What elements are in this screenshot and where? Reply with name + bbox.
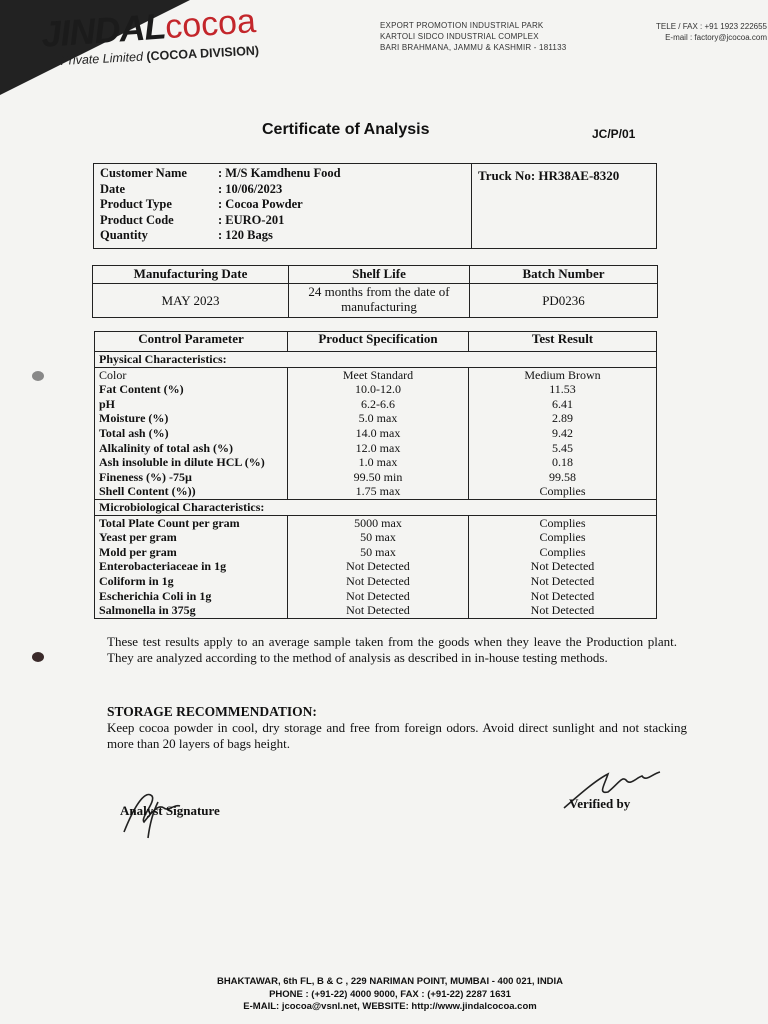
storage-text: Keep cocoa powder in cool, dry storage and free from foreign odors. Avoid direct sunlight and not stacking more than 20 layers of bags height. [107, 720, 687, 751]
param-column [95, 515, 288, 618]
param-name: Enterobacteriaceae in 1g [99, 559, 227, 574]
spec-value: 50 max [360, 530, 396, 545]
control-parameters-table [94, 331, 657, 619]
punch-hole [32, 652, 44, 662]
mfg-header: Batch Number [470, 266, 658, 284]
ctrl-header: Control Parameter [95, 332, 288, 352]
spec-value: 6.2-6.6 [361, 396, 395, 411]
customer-row: Quantity : 120 Bags [100, 228, 273, 242]
result-value: 6.41 [552, 396, 573, 411]
mfg-header: Shelf Life [289, 266, 470, 284]
param-name: Ash insoluble in dilute HCL (%) [99, 455, 265, 470]
micro-rows [95, 515, 657, 618]
footer-address [170, 976, 610, 1014]
customer-row: Product Type : Cocoa Powder [100, 197, 303, 211]
param-name: Escherichia Coli in 1g [99, 588, 212, 603]
result-value: 99.58 [549, 469, 576, 484]
ctrl-header: Test Result [469, 332, 657, 352]
result-column [469, 367, 657, 499]
result-value: Complies [539, 530, 586, 545]
result-value: Not Detected [530, 588, 595, 603]
result-value: Complies [539, 515, 586, 530]
param-name: Salmonella in 375g [99, 603, 196, 618]
spec-value: Not Detected [346, 588, 410, 603]
param-name: Total Plate Count per gram [99, 515, 240, 530]
factory-email: E-mail : factory@jcocoa.com [665, 33, 767, 42]
footer-line: PHONE : (+91-22) 4000 9000, FAX : (+91-22) 2287 1631 [269, 988, 511, 1000]
param-name: Moisture (%) [99, 411, 169, 426]
logo-brand: JINDAL [40, 5, 167, 55]
applicability-note: These test results apply to an average sample taken from the goods when they leave the Production plant. They are analyzed according to the method of analysis as described in in-house testing methods. [107, 634, 677, 665]
customer-row: Customer Name : M/S Kamdhenu Food [100, 166, 341, 180]
spec-value: 1.75 max [355, 484, 401, 499]
factory-contact [637, 21, 767, 43]
result-value: Not Detected [530, 573, 595, 588]
result-value: Not Detected [530, 603, 595, 618]
spec-value: 5000 max [354, 515, 402, 530]
param-column [95, 367, 288, 499]
spec-value: 5.0 max [358, 411, 398, 426]
section-title-micro: Microbiological Characteristics: [95, 499, 657, 515]
footer-line: BHAKTAWAR, 6th FL, B & C , 229 NARIMAN POINT, MUMBAI - 400 021, INDIA [216, 976, 564, 987]
spec-value: 50 max [360, 544, 396, 559]
customer-details-cell [94, 164, 472, 249]
param-name: Yeast per gram [99, 530, 177, 545]
document-code: JC/P/01 [592, 127, 636, 141]
param-name: Alkalinity of total ash (%) [99, 440, 234, 455]
result-value: 9.42 [552, 425, 573, 440]
result-value: Complies [539, 484, 586, 499]
param-name: Fineness (%) -75µ [99, 469, 192, 484]
result-value: Complies [539, 544, 586, 559]
mfg-header: Manufacturing Date [93, 266, 289, 284]
footer-line: E-MAIL: jcocoa@vsnl.net, WEBSITE: http://www.jindalcocoa.com [243, 1001, 537, 1012]
manufacturing-date: MAY 2023 [93, 284, 289, 318]
result-value: Medium Brown [524, 367, 601, 382]
spec-column [288, 515, 469, 618]
company-type: Private Limited [60, 49, 144, 68]
result-value: 11.53 [549, 382, 576, 397]
spec-value: 10.0-12.0 [355, 382, 401, 397]
factory-address [380, 20, 566, 53]
verified-by-label: Verified by [569, 796, 631, 811]
manufacturing-table [92, 265, 658, 318]
result-column [469, 515, 657, 618]
result-value: 2.89 [552, 411, 573, 426]
param-name: pH [99, 396, 116, 411]
spec-value: 14.0 max [355, 425, 401, 440]
spec-value: 1.0 max [358, 455, 398, 470]
spec-value: Not Detected [346, 559, 410, 574]
physical-rows [95, 367, 657, 499]
param-name: Color [99, 367, 127, 382]
analyst-signature-label: Analyst Signature [120, 803, 220, 818]
result-value: 5.45 [552, 440, 573, 455]
tele-fax: TELE / FAX : +91 1923 222655 [656, 22, 767, 31]
param-name: Mold per gram [99, 544, 177, 559]
result-value: Not Detected [530, 559, 595, 574]
param-name: Fat Content (%) [99, 382, 184, 397]
customer-info-table [93, 163, 657, 249]
param-name: Total ash (%) [99, 425, 169, 440]
spec-value: Not Detected [346, 573, 410, 588]
customer-row: Product Code : EURO-201 [100, 212, 285, 227]
punch-hole [32, 371, 44, 381]
storage-heading: STORAGE RECOMMENDATION: [107, 704, 317, 719]
spec-column [288, 367, 469, 499]
logo-accent: cocoa [163, 2, 258, 47]
spec-value: 99.50 min [353, 469, 403, 484]
spec-value: Not Detected [346, 603, 410, 618]
shelf-life: 24 months from the date of manufacturing [289, 284, 470, 318]
spec-value: Meet Standard [342, 367, 414, 382]
spec-value: 12.0 max [355, 440, 401, 455]
section-title-physical: Physical Characteristics: [95, 352, 657, 368]
truck-number: Truck No: HR38AE-8320 [472, 164, 657, 249]
customer-row: Date : 10/06/2023 [100, 181, 283, 196]
ctrl-header: Product Specification [288, 332, 469, 352]
batch-number: PD0236 [470, 284, 658, 318]
address-line: KARTOLI SIDCO INDUSTRIAL COMPLEX [380, 32, 539, 41]
result-value: 0.18 [552, 455, 573, 470]
param-name: Coliform in 1g [99, 573, 174, 588]
param-name: Shell Content (%)) [99, 484, 196, 499]
address-line: BARI BRAHMANA, JAMMU & KASHMIR - 181133 [380, 43, 567, 52]
page-title: Certificate of Analysis [262, 121, 430, 138]
company-division: (COCOA DIVISION) [146, 43, 260, 64]
address-line: EXPORT PROMOTION INDUSTRIAL PARK [380, 21, 544, 30]
